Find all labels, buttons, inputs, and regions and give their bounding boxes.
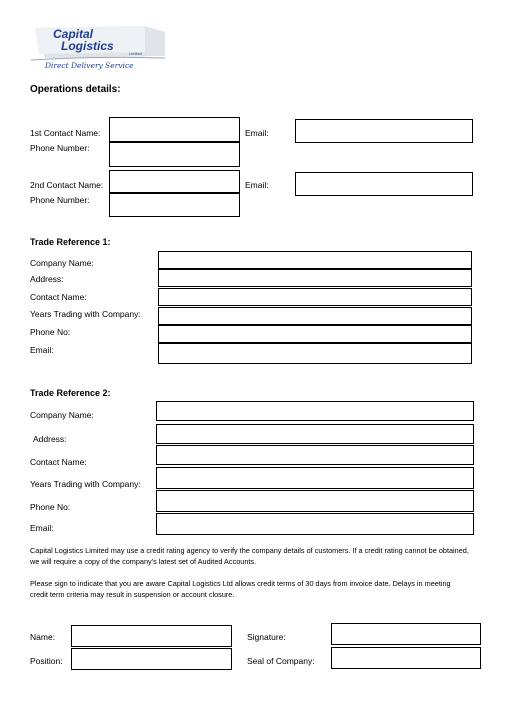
tr1-company-label: Company Name: xyxy=(30,258,94,268)
tr1-years-field[interactable] xyxy=(158,307,472,325)
logo-small: Limited xyxy=(129,51,142,56)
second-phone-field[interactable] xyxy=(109,193,240,217)
credit-terms-note: Please sign to indicate that you are aware Capital Logistics Ltd allows credit terms of 30 days from invoice date. Delays in meeting credit term criteria may result in suspension or account closure. xyxy=(30,579,451,599)
tr2-company-label: Company Name: xyxy=(30,410,94,420)
trade-ref-2-heading: Trade Reference 2: xyxy=(30,388,111,398)
tr2-email-label: Email: xyxy=(30,523,54,533)
first-contact-field[interactable] xyxy=(109,117,240,142)
signature-label: Signature: xyxy=(247,632,286,642)
tr1-phone-field[interactable] xyxy=(158,325,472,343)
first-email-field[interactable] xyxy=(295,119,473,143)
tr1-email-field[interactable] xyxy=(158,343,472,364)
tr1-address-label: Address: xyxy=(30,274,64,284)
signature-field[interactable] xyxy=(331,623,481,645)
tr1-company-field[interactable] xyxy=(158,251,472,269)
tr2-phone-field[interactable] xyxy=(156,490,474,512)
tr1-email-label: Email: xyxy=(30,345,54,355)
tr1-address-field[interactable] xyxy=(158,269,472,287)
first-contact-label: 1st Contact Name: xyxy=(30,128,101,138)
tr2-years-field[interactable] xyxy=(156,467,474,489)
tr2-contact-field[interactable] xyxy=(156,445,474,465)
page-title: Operations details: xyxy=(30,84,121,95)
seal-field[interactable] xyxy=(331,647,481,669)
second-contact-field[interactable] xyxy=(109,170,240,193)
seal-label: Seal of Company: xyxy=(247,656,315,666)
logo-line2: Logistics xyxy=(61,39,114,53)
tr1-phone-label: Phone No: xyxy=(30,327,71,337)
tr2-company-field[interactable] xyxy=(156,401,474,421)
tr2-address-label: Address: xyxy=(33,434,67,444)
company-logo xyxy=(25,22,167,72)
position-label: Position: xyxy=(30,656,63,666)
name-field[interactable] xyxy=(71,625,232,647)
truck-logo-graphic xyxy=(25,22,167,72)
second-email-field[interactable] xyxy=(295,172,473,196)
tr1-years-label: Years Trading with Company: xyxy=(30,309,141,319)
second-contact-label: 2nd Contact Name: xyxy=(30,180,104,190)
first-email-label: Email: xyxy=(245,128,269,138)
tr2-contact-label: Contact Name: xyxy=(30,457,87,467)
tr2-phone-label: Phone No: xyxy=(30,502,71,512)
tr1-contact-label: Contact Name: xyxy=(30,292,87,302)
name-label: Name: xyxy=(30,632,56,642)
logo-tagline: Direct Delivery Service xyxy=(45,61,134,70)
second-email-label: Email: xyxy=(245,180,269,190)
tr2-address-field[interactable] xyxy=(156,424,474,444)
logo-line1: Capital xyxy=(53,27,94,41)
credit-rating-note: Capital Logistics Limited may use a credit rating agency to verify the company details of customers. If a credit rating cannot be obtained, we will require a copy of the company's latest set of Audited Accounts. xyxy=(30,546,469,566)
tr1-contact-field[interactable] xyxy=(158,288,472,306)
first-phone-label: Phone Number: xyxy=(30,143,90,153)
trade-ref-1-heading: Trade Reference 1: xyxy=(30,237,111,247)
position-field[interactable] xyxy=(71,648,232,670)
first-phone-field[interactable] xyxy=(109,142,240,167)
tr2-years-label: Years Trading with Company: xyxy=(30,479,141,489)
second-phone-label: Phone Number: xyxy=(30,195,90,205)
tr2-email-field[interactable] xyxy=(156,513,474,535)
